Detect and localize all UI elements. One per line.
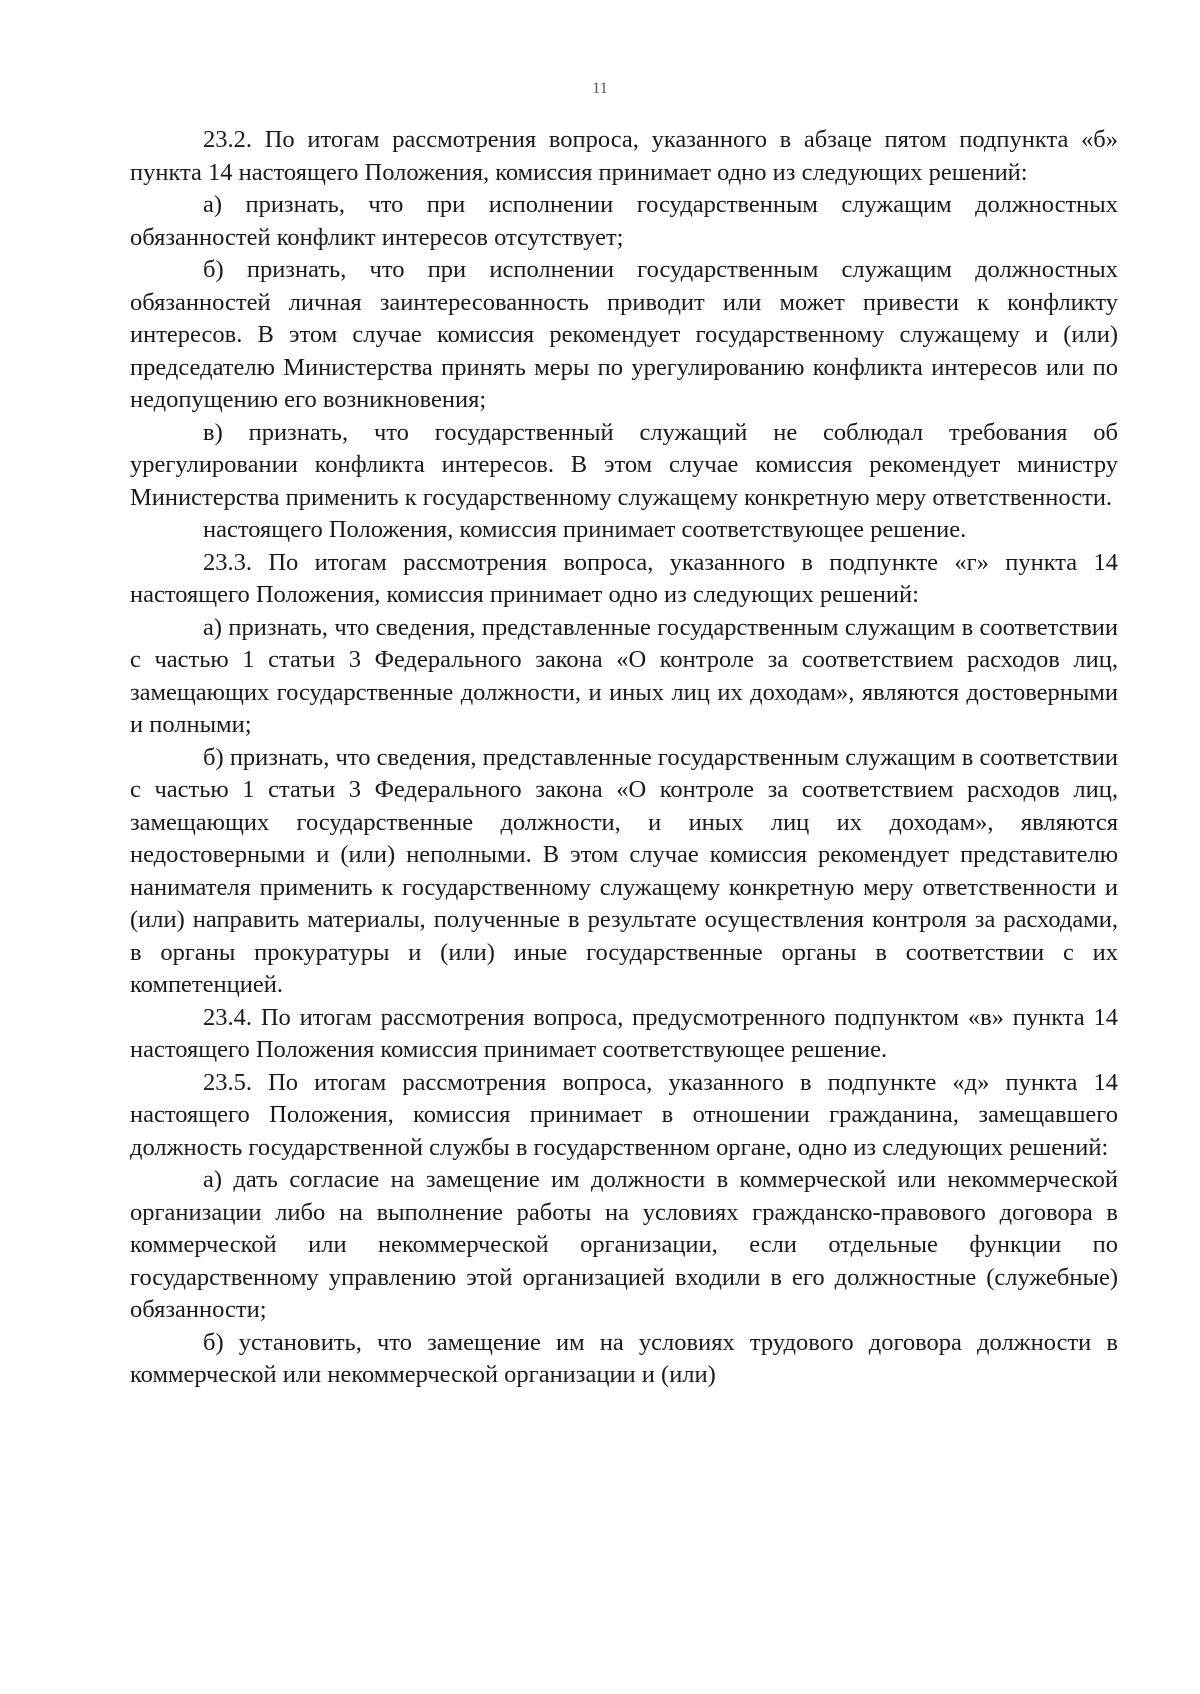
paragraph-23-3-b: б) признать, что сведения, представленные государственным служащим в соответствии с частью 1 статьи 3 Федерального закона «О контроле за соответствием расходов лиц, замещающих государственные должности, и иных лиц их доходам», являются недостоверными и (или) неполными. В этом случае комиссия рекомендует представителю нанимателя применить к государственному служащему конкретную меру ответственности и (или) направить материалы, полученные в результате осуществления контроля за расходами, в органы прокуратуры и (или) иные государственные органы в соответствии с их компетенцией. xyxy=(130,743,1118,998)
paragraph-23-3-a: а) признать, что сведения, представленные государственным служащим в соответствии с частью 1 статьи 3 Федерального закона «О контроле за соответствием расходов лиц, замещающих государственные должности, и иных лиц их доходам», являются достоверными и полными; xyxy=(130,613,1118,738)
paragraph-23-3: 23.3. По итогам рассмотрения вопроса, указанного в подпункте «г» пункта 14 настоящего Положения, комиссия принимает одно из следующих решений: xyxy=(130,548,1118,608)
paragraph-23-4: 23.4. По итогам рассмотрения вопроса, предусмотренного подпунктом «в» пункта 14 настоящего Положения комиссия принимает соответствующее решение. xyxy=(130,1003,1118,1063)
paragraph-fragment: настоящего Положения, комиссия принимает соответствующее решение. xyxy=(203,516,967,543)
paragraph-23-5-b: б) установить, что замещение им на условиях трудового договора должности в коммерческой или некоммерческой организации и (или) xyxy=(130,1328,1118,1388)
paragraph-23-5: 23.5. По итогам рассмотрения вопроса, указанного в подпункте «д» пункта 14 настоящего Положения, комиссия принимает в отношении гражданина, замещавшего должность государственной службы в государственном органе, одно из следующих решений: xyxy=(130,1068,1118,1161)
paragraph-23-2-v: в) признать, что государственный служащий не соблюдал требования об урегулировании конфликта интересов. В этом случае комиссия рекомендует министру Министерства применить к государственному служащему конкретную меру ответственности. xyxy=(130,418,1118,511)
page-number: 11 xyxy=(592,80,608,97)
paragraph-23-5-a: а) дать согласие на замещение им должности в коммерческой или некоммерческой организации либо на выполнение работы на условиях гражданско-правового договора в коммерческой или некоммерческой организации, если отдельные функции по государственному управлению этой организацией входили в его должностные (служебные) обязанности; xyxy=(130,1166,1118,1323)
paragraph-23-2-a: а) признать, что при исполнении государственным служащим должностных обязанностей конфликт интересов отсутствует; xyxy=(130,191,1118,251)
paragraph-23-2: 23.2. По итогам рассмотрения вопроса, указанного в абзаце пятом подпункта «б» пункта 14 настоящего Положения, комиссия принимает одно из следующих решений: xyxy=(130,126,1118,186)
document-body xyxy=(130,124,1118,1392)
paragraph-23-2-b: б) признать, что при исполнении государственным служащим должностных обязанностей личная заинтересованность приводит или может привести к конфликту интересов. В этом случае комиссия рекомендует государственному служащему и (или) председателю Министерства принять меры по урегулированию конфликта интересов или по недопущению его возникновения; xyxy=(130,256,1118,413)
